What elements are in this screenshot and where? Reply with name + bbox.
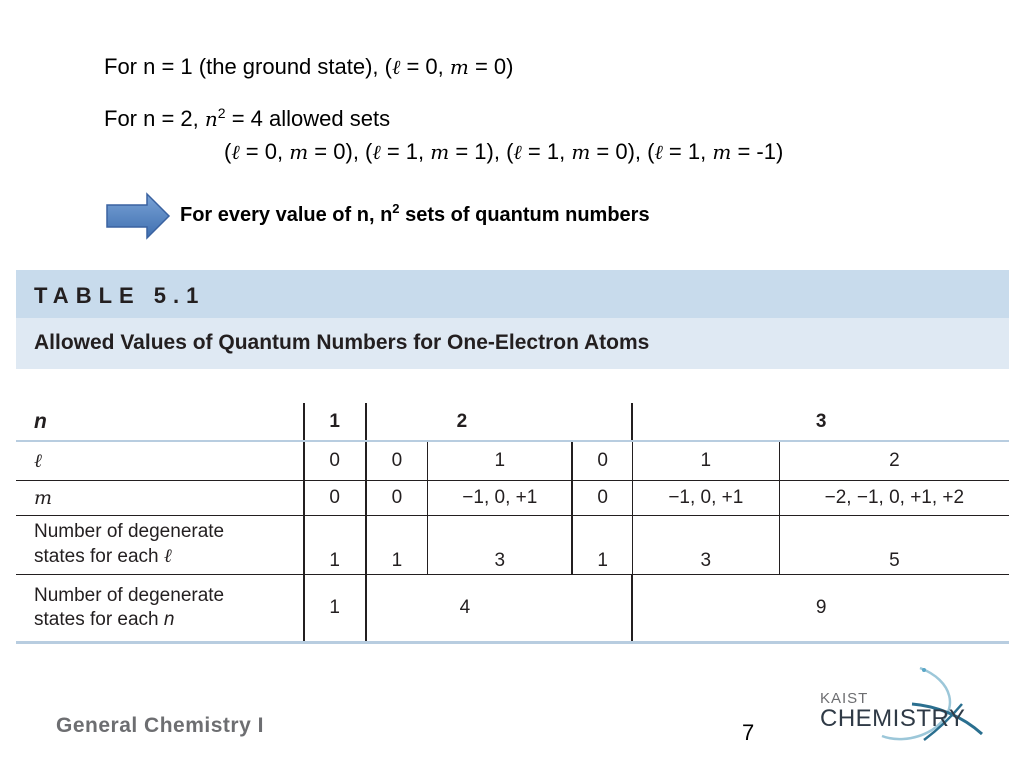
table-title: TABLE 5.1 [16, 270, 1009, 318]
l-value: = 0, [239, 139, 290, 164]
cell-l: 2 [779, 441, 1009, 481]
m-value: = 0), [308, 139, 366, 164]
l-value: = 1, [521, 139, 572, 164]
cell-deg-n: 1 [304, 575, 366, 643]
n-symbol: n [163, 609, 175, 630]
set-2 [365, 139, 506, 164]
logo-chemistry: CHEMISTRY [820, 705, 966, 732]
cell-m: −1, 0, +1 [632, 481, 779, 516]
cell-l: 0 [572, 441, 632, 481]
m-value: = 0), [590, 139, 648, 164]
cell-deg-l: 1 [572, 516, 632, 575]
footer-title: General Chemistry I [56, 714, 264, 737]
set-4 [647, 139, 783, 164]
table-subtitle: Allowed Values of Quantum Numbers for One-Electron Atoms [16, 318, 1009, 369]
cell-deg-n: 4 [366, 575, 633, 643]
page-number: 7 [742, 720, 755, 745]
ground-state-line [104, 54, 513, 80]
cell-l: 0 [304, 441, 366, 481]
quantum-numbers-table [16, 403, 1009, 644]
highlight-post: sets of quantum numbers [399, 204, 650, 226]
row-m [16, 481, 1009, 516]
paren: ( [365, 139, 373, 164]
logo-kaist: KAIST [820, 690, 869, 707]
m-symbol: m [430, 140, 450, 164]
m-symbol: m [712, 140, 732, 164]
cell-deg-l: 1 [366, 516, 428, 575]
cell-deg-l: 5 [779, 516, 1009, 575]
label-line2: states for each [34, 545, 164, 567]
row-degenerate-l [16, 516, 1009, 575]
cell-deg-l: 3 [428, 516, 573, 575]
cell-n-2: 2 [366, 403, 633, 441]
l-symbol: ℓ [231, 140, 240, 164]
cell-l: 1 [428, 441, 573, 481]
key-statement [180, 201, 650, 227]
row-label-n: n [16, 403, 304, 441]
l-symbol: ℓ [163, 544, 172, 567]
cell-m: −2, −1, 0, +1, +2 [779, 481, 1009, 516]
cell-l: 0 [366, 441, 428, 481]
l-symbol: ℓ [513, 140, 522, 164]
cell-l: 1 [632, 441, 779, 481]
right-arrow-icon [105, 192, 171, 240]
m-value: = -1) [731, 139, 784, 164]
cell-m: −1, 0, +1 [428, 481, 573, 516]
cell-n-3: 3 [632, 403, 1009, 441]
paren: ( [224, 139, 232, 164]
row-label-degenerate-n [16, 575, 304, 643]
l-symbol: ℓ [391, 55, 401, 79]
cell-m: 0 [572, 481, 632, 516]
row-label-degenerate-l [16, 516, 304, 575]
cell-n-1: 1 [304, 403, 366, 441]
set-1 [224, 139, 365, 164]
label-line2: states for each [34, 609, 164, 630]
row-label-l: ℓ [16, 441, 304, 481]
l-value: = 1, [662, 139, 713, 164]
highlight-exp: 2 [392, 201, 400, 216]
cell-deg-n: 9 [632, 575, 1009, 643]
n2-line [104, 106, 390, 132]
l-symbol: ℓ [372, 140, 381, 164]
line1-post: = 0) [468, 54, 514, 79]
allowed-sets-line [224, 139, 783, 165]
row-label-m: m [16, 481, 304, 516]
set-3 [506, 139, 647, 164]
row-n [16, 403, 1009, 441]
paren: ( [647, 139, 655, 164]
m-symbol: m [289, 140, 309, 164]
cell-deg-l: 1 [304, 516, 366, 575]
highlight-pre: For every value of n, n [180, 204, 393, 226]
paren: ( [506, 139, 514, 164]
l-symbol: ℓ [654, 140, 663, 164]
row-l [16, 441, 1009, 481]
l-value: = 1, [380, 139, 431, 164]
line2-post: = 4 allowed sets [225, 106, 391, 131]
line1-mid: = 0, [400, 54, 450, 79]
n-symbol: n [204, 107, 218, 131]
row-degenerate-n [16, 575, 1009, 643]
line1-pre: For n = 1 (the ground state), ( [104, 54, 392, 79]
line2-pre: For n = 2, [104, 106, 205, 131]
table-header [16, 270, 1009, 369]
cell-m: 0 [304, 481, 366, 516]
m-value: = 1), [449, 139, 507, 164]
m-symbol: m [571, 140, 591, 164]
cell-m: 0 [366, 481, 428, 516]
kaist-chemistry-logo [812, 660, 992, 750]
cell-deg-l: 3 [632, 516, 779, 575]
label-line1: Number of degenerate [34, 520, 225, 542]
exponent: 2 [217, 105, 226, 121]
m-symbol: m [449, 55, 469, 79]
label-line1: Number of degenerate [34, 585, 225, 606]
